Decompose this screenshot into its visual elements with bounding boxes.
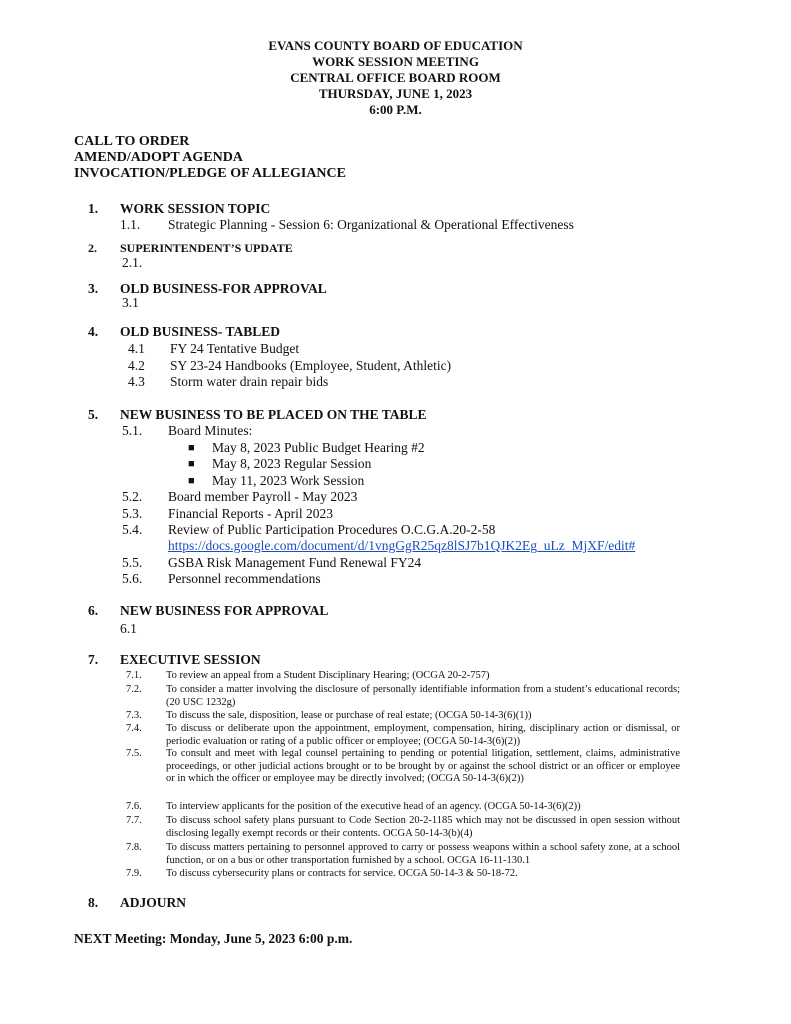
section-title: NEW BUSINESS FOR APPROVAL <box>120 603 329 618</box>
item-text: To review an appeal from a Student Disciplinary Hearing; (OCGA 20-2-757) <box>166 670 490 681</box>
bullet-icon: ■ <box>188 458 195 470</box>
section-number: 8. <box>88 895 99 910</box>
section-number: 7. <box>88 652 99 667</box>
item-number: 6.1 <box>120 621 137 636</box>
next-meeting: NEXT Meeting: Monday, June 5, 2023 6:00 p.m. <box>74 931 353 946</box>
section-title: EXECUTIVE SESSION <box>120 652 261 667</box>
item-number: 7.5. <box>126 748 142 759</box>
bullet-icon: ■ <box>188 475 195 487</box>
item-text: Strategic Planning - Session 6: Organizational & Operational Effectiveness <box>168 217 574 232</box>
item-text: GSBA Risk Management Fund Renewal FY24 <box>168 555 422 570</box>
call-to-order: CALL TO ORDER <box>74 134 190 149</box>
item-number: 7.3. <box>126 710 142 721</box>
item-text: Personnel recommendations <box>168 571 321 586</box>
item-number: 7.8. <box>126 842 142 853</box>
item-text: To consult and meet with legal counsel pertaining to pending or potential litigation, settlement, claims, administrative proceedings, or other judicial actions brought or to be brought by or against the school district or an officer or employee or in which the officer or employee may be directly involved; (OCGA 50-14-3(6)(2)) <box>166 748 680 785</box>
section-number: 1. <box>88 201 99 216</box>
item-number: 7.6. <box>126 801 142 812</box>
amend-adopt-agenda: AMEND/ADOPT AGENDA <box>74 150 243 165</box>
item-text: To consider a matter involving the disclosure of personally identifiable information from a student’s educational records; (20 USC 1232g) <box>166 684 680 708</box>
section-number: 3. <box>88 281 99 296</box>
section-number: 6. <box>88 603 99 618</box>
section-number: 5. <box>88 407 99 422</box>
bullet-text: May 8, 2023 Regular Session <box>212 456 372 471</box>
section-title: WORK SESSION TOPIC <box>120 201 271 216</box>
item-text: Board member Payroll - May 2023 <box>168 489 358 504</box>
item-text: Board Minutes: <box>168 423 253 438</box>
section-title: OLD BUSINESS- TABLED <box>120 324 281 339</box>
item-number: 5.4. <box>122 522 143 537</box>
item-number: 5.2. <box>122 489 143 504</box>
item-number: 4.2 <box>128 358 145 373</box>
item-number: 7.1. <box>126 670 142 681</box>
item-number: 4.1 <box>128 341 145 356</box>
item-text: To interview applicants for the position of the executive head of an agency. (OCGA 50-14-3(6)(2)) <box>166 801 581 812</box>
procedures-doc-link[interactable]: https://docs.google.com/document/d/1vngGgR25qz8lSJ7b1QJK2Eg_uLz_MjXF/edit# <box>168 538 636 553</box>
section-title: SUPERINTENDENT’S UPDATE <box>120 241 293 255</box>
item-number: 5.1. <box>122 423 143 438</box>
bullet-text: May 11, 2023 Work Session <box>212 473 365 488</box>
header-line-3: CENTRAL OFFICE BOARD ROOM <box>290 70 501 85</box>
item-number: 4.3 <box>128 374 145 389</box>
section-title: ADJOURN <box>120 895 186 910</box>
invocation-pledge: INVOCATION/PLEDGE OF ALLEGIANCE <box>74 166 346 181</box>
header-line-4: THURSDAY, JUNE 1, 2023 <box>318 86 473 101</box>
item-text: Storm water drain repair bids <box>170 374 329 389</box>
item-text: Financial Reports - April 2023 <box>168 506 333 521</box>
item-number: 5.5. <box>122 555 143 570</box>
item-text: To discuss cybersecurity plans or contracts for service. OCGA 50-14-3 & 50-18-72. <box>166 868 518 879</box>
item-number: 7.4. <box>126 723 142 734</box>
item-number: 2.1. <box>122 255 143 270</box>
section-title: NEW BUSINESS TO BE PLACED ON THE TABLE <box>120 407 427 422</box>
header-line-1: EVANS COUNTY BOARD OF EDUCATION <box>268 38 523 53</box>
item-text: To discuss or deliberate upon the appointment, employment, compensation, hiring, disciplinary action or dismissal, or periodic evaluation or rating of a public officer or employee; (OCGA 50-14-3(6)(2)) <box>166 723 680 747</box>
item-number: 1.1. <box>120 217 141 232</box>
item-number: 5.6. <box>122 571 143 586</box>
item-text: Review of Public Participation Procedures O.C.G.A.20-2-58 <box>168 522 496 537</box>
item-text: SY 23-24 Handbooks (Employee, Student, Athletic) <box>170 358 452 373</box>
bullet-text: May 8, 2023 Public Budget Hearing #2 <box>212 440 425 455</box>
item-number: 7.2. <box>126 684 142 695</box>
item-number: 7.7. <box>126 815 142 826</box>
item-text: To discuss matters pertaining to personnel approved to carry or possess weapons within a school safety zone, at a school function, or on a bus or other transportation furnished by a school. OCGA 16-11-130.1 <box>166 842 680 866</box>
bullet-icon: ■ <box>188 442 195 454</box>
item-number: 3.1 <box>122 295 139 310</box>
item-text: To discuss the sale, disposition, lease or purchase of real estate; (OCGA 50-14-3(6)(1)) <box>166 710 532 721</box>
item-number: 7.9. <box>126 868 142 879</box>
item-number: 5.3. <box>122 506 143 521</box>
section-title: OLD BUSINESS-FOR APPROVAL <box>120 281 327 296</box>
section-number: 4. <box>88 324 99 339</box>
header-line-5: 6:00 P.M. <box>369 102 422 117</box>
item-text: To discuss school safety plans pursuant to Code Section 20-2-1185 which may not be discussed in open session without disclosing legally exempt records or their contents. OCGA 50-14-3(b)(4) <box>166 815 680 839</box>
header-line-2: WORK SESSION MEETING <box>312 54 479 69</box>
section-number: 2. <box>88 241 97 255</box>
item-text: FY 24 Tentative Budget <box>170 341 300 356</box>
